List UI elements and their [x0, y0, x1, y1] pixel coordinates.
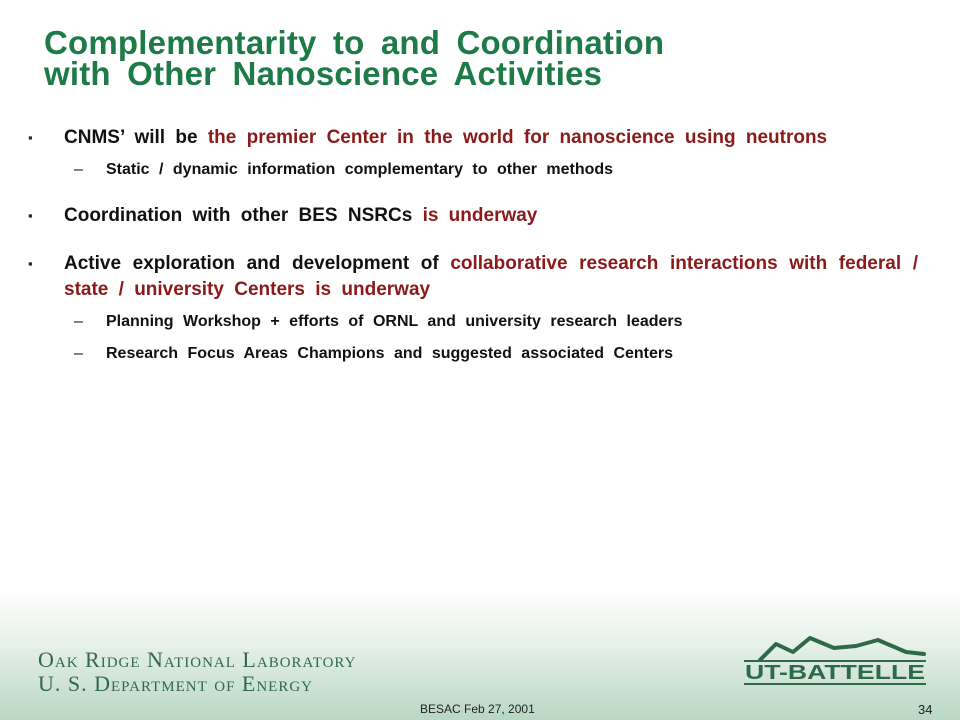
sub-bullet	[28, 159, 918, 181]
footer-note: BESAC Feb 27, 2001	[420, 702, 535, 716]
title-line-2: with Other Nanoscience Activities	[44, 55, 603, 92]
sub-bullet-text: Planning Workshop + efforts of ORNL and university research leaders	[106, 313, 683, 330]
logo-text: UT-BATTELLE	[745, 662, 925, 684]
bullet-exploration	[28, 251, 918, 303]
bullet-highlight: is underway	[422, 205, 538, 226]
sub-bullet-text: Research Focus Areas Champions and suggested associated Centers	[106, 345, 674, 362]
ornl-logo	[38, 648, 356, 696]
bullet-text: CNMS’ will be	[64, 127, 208, 148]
ornl-logo-line-2: U. S. Department of Energy	[38, 671, 314, 696]
dash-marker-icon: –	[74, 313, 83, 330]
bullet-marker-icon: ▪	[28, 208, 33, 223]
bullet-marker-icon: ▪	[28, 256, 33, 271]
bullet-coordination	[28, 203, 918, 229]
sub-bullet	[28, 343, 918, 365]
ornl-logo-line-1: Oak Ridge National Laboratory	[38, 647, 357, 672]
slide-content	[28, 125, 918, 375]
bullet-marker-icon: ▪	[28, 130, 33, 145]
bullet-highlight: collaborative research interactions with federal / state / university Centers is underway	[64, 253, 918, 300]
ut-battelle-logo	[738, 630, 932, 690]
page-number: 34	[918, 702, 933, 717]
mountain-icon	[760, 638, 924, 660]
dash-marker-icon: –	[74, 345, 83, 362]
sub-bullet	[28, 311, 918, 333]
dash-marker-icon: –	[74, 161, 83, 178]
bullet-highlight: the premier Center in the world for nanoscience using neutrons	[207, 127, 828, 148]
bullet-text: Coordination with other BES NSRCs	[64, 205, 423, 226]
bullet-text: Active exploration and development of	[64, 253, 451, 274]
slide-title	[44, 24, 665, 92]
sub-bullet-text: Static / dynamic information complementary to other methods	[106, 161, 614, 178]
bullet-cnms	[28, 125, 918, 151]
title-line-1: Complementarity to and Coordination	[44, 24, 665, 61]
